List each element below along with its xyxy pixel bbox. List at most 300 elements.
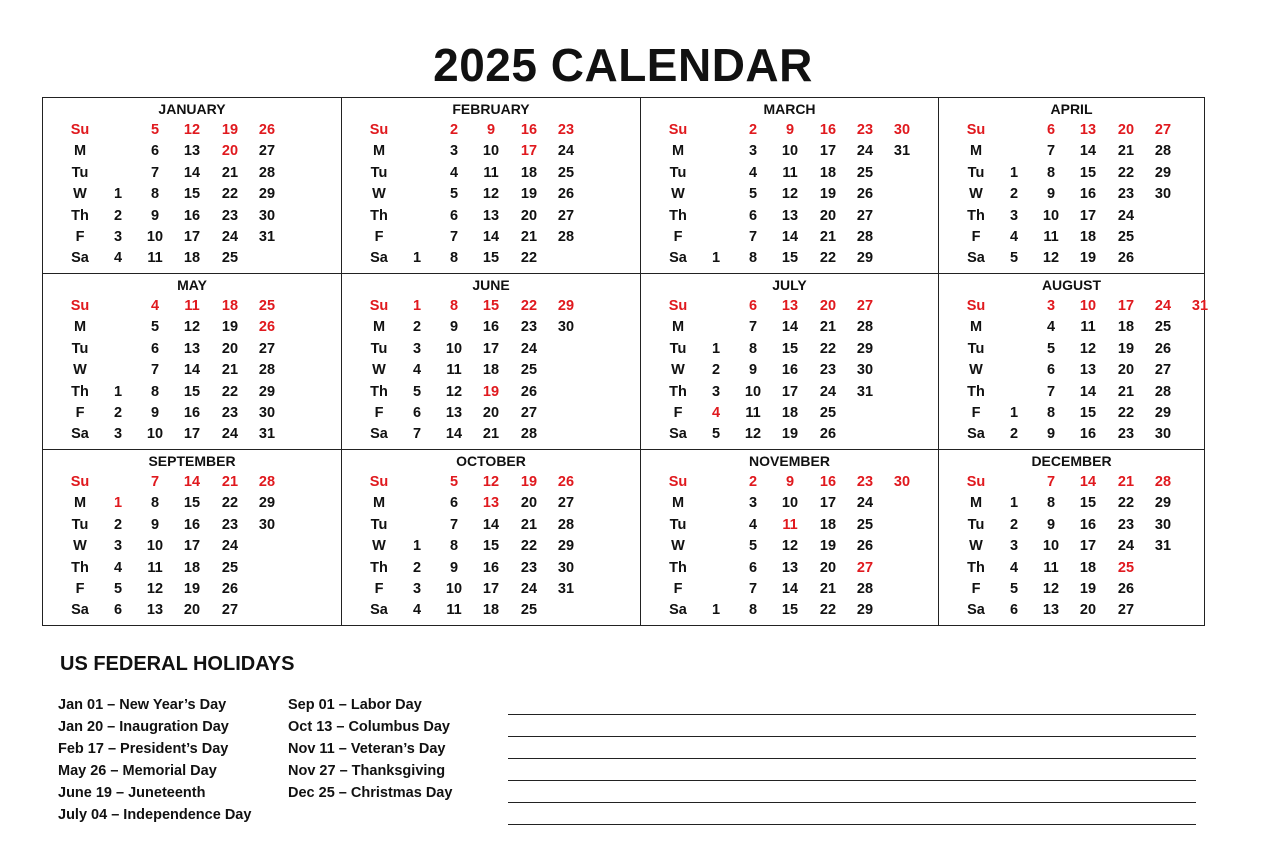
date-cell: 7 bbox=[150, 164, 160, 181]
date-cell: 5 bbox=[449, 186, 459, 203]
holiday-date-cell: 17 bbox=[520, 143, 538, 160]
date-cell: 30 bbox=[893, 122, 911, 138]
date-cell: 31 bbox=[1154, 538, 1172, 555]
date-cell: 16 bbox=[819, 122, 837, 138]
date-cell: 12 bbox=[781, 538, 799, 555]
date-cell: 29 bbox=[258, 186, 276, 203]
date-cell: 21 bbox=[221, 474, 239, 490]
date-cell: 11 bbox=[446, 602, 462, 619]
date-cell: 18 bbox=[819, 516, 837, 533]
date-cell: 23 bbox=[1117, 186, 1135, 203]
date-cell: 24 bbox=[1117, 538, 1135, 555]
date-cell: 15 bbox=[1079, 405, 1097, 421]
date-cell: 23 bbox=[819, 362, 837, 379]
note-line[interactable] bbox=[508, 737, 1196, 759]
weekday-label: Th bbox=[967, 207, 985, 224]
date-cell: 29 bbox=[856, 340, 874, 357]
date-cell: 25 bbox=[819, 405, 837, 421]
weekday-label: Su bbox=[70, 474, 90, 490]
date-cell: 10 bbox=[781, 495, 799, 512]
date-cell: 6 bbox=[748, 559, 758, 576]
date-cell: 28 bbox=[557, 516, 575, 533]
date-cell: 18 bbox=[183, 559, 201, 576]
date-cell: 3 bbox=[113, 229, 123, 245]
date-cell: 11 bbox=[184, 298, 200, 314]
date-cell: 9 bbox=[150, 516, 160, 533]
date-cell: 23 bbox=[221, 405, 239, 421]
date-cell: 2 bbox=[449, 122, 459, 138]
holidays-list-left bbox=[58, 694, 251, 826]
date-cell: 1 bbox=[1009, 164, 1019, 181]
date-cell: 10 bbox=[1042, 207, 1060, 224]
date-cell: 6 bbox=[748, 298, 758, 314]
date-cell: 14 bbox=[781, 229, 799, 245]
date-cell: 26 bbox=[557, 474, 575, 490]
date-cell: 4 bbox=[1009, 229, 1019, 245]
date-cell: 19 bbox=[781, 426, 799, 443]
date-cell: 2 bbox=[113, 516, 123, 533]
date-cell: 19 bbox=[520, 186, 538, 203]
date-cell: 20 bbox=[221, 340, 239, 357]
date-cell: 20 bbox=[520, 495, 538, 512]
month-name: APRIL bbox=[1050, 101, 1093, 117]
month-september bbox=[43, 450, 342, 625]
weekday-label: F bbox=[971, 229, 981, 245]
date-cell: 26 bbox=[819, 426, 837, 443]
note-line[interactable] bbox=[508, 715, 1196, 737]
holiday-date-cell: 11 bbox=[782, 516, 798, 533]
date-cell: 10 bbox=[146, 426, 164, 443]
date-cell: 23 bbox=[221, 207, 239, 224]
weekday-label: Th bbox=[967, 559, 985, 576]
date-cell: 15 bbox=[183, 495, 201, 512]
date-cell: 5 bbox=[150, 122, 160, 138]
date-cell: 22 bbox=[221, 186, 239, 203]
weekday-label: M bbox=[73, 495, 87, 512]
date-cell: 8 bbox=[1046, 164, 1056, 181]
holiday-item: July 04 – Independence Day bbox=[58, 807, 252, 823]
date-cell: 12 bbox=[1042, 581, 1060, 597]
date-cell: 15 bbox=[1079, 495, 1097, 512]
date-cell: 30 bbox=[1154, 516, 1172, 533]
date-cell: 27 bbox=[258, 340, 276, 357]
date-cell: 27 bbox=[1154, 122, 1172, 138]
date-cell: 19 bbox=[1117, 340, 1135, 357]
date-cell: 11 bbox=[782, 164, 798, 181]
date-cell: 17 bbox=[183, 538, 201, 555]
date-cell: 1 bbox=[1009, 405, 1019, 421]
date-cell: 30 bbox=[258, 516, 276, 533]
date-cell: 25 bbox=[520, 602, 538, 619]
date-cell: 31 bbox=[557, 581, 575, 597]
date-cell: 8 bbox=[150, 186, 160, 203]
month-name: DECEMBER bbox=[1031, 453, 1112, 469]
date-cell: 17 bbox=[183, 426, 201, 443]
weekday-label: Th bbox=[669, 383, 687, 400]
date-cell: 21 bbox=[1117, 383, 1135, 400]
date-cell: 14 bbox=[482, 516, 500, 533]
date-cell: 5 bbox=[1009, 581, 1019, 597]
date-cell: 24 bbox=[856, 495, 874, 512]
date-cell: 12 bbox=[183, 122, 201, 138]
date-cell: 17 bbox=[482, 581, 500, 597]
weekday-label: Su bbox=[70, 122, 90, 138]
date-cell: 13 bbox=[445, 405, 463, 421]
date-cell: 30 bbox=[1154, 186, 1172, 203]
month-december bbox=[939, 450, 1204, 625]
date-cell: 12 bbox=[482, 474, 500, 490]
date-cell: 29 bbox=[1154, 405, 1172, 421]
month-name: AUGUST bbox=[1041, 277, 1102, 293]
date-cell: 2 bbox=[113, 405, 123, 421]
weekday-label: Su bbox=[966, 474, 986, 490]
date-cell: 24 bbox=[520, 340, 538, 357]
month-name: NOVEMBER bbox=[749, 453, 830, 469]
date-cell: 27 bbox=[258, 143, 276, 160]
note-line[interactable] bbox=[508, 759, 1196, 781]
date-cell: 25 bbox=[221, 250, 239, 267]
date-cell: 15 bbox=[1079, 164, 1097, 181]
date-cell: 17 bbox=[482, 340, 500, 357]
month-june bbox=[342, 274, 641, 450]
weekday-label: Su bbox=[966, 298, 986, 314]
date-cell: 31 bbox=[893, 143, 911, 160]
holiday-item: Sep 01 – Labor Day bbox=[288, 697, 422, 713]
date-cell: 2 bbox=[1009, 516, 1019, 533]
date-cell: 15 bbox=[781, 340, 799, 357]
holiday-item: June 19 – Juneteenth bbox=[58, 785, 206, 801]
weekday-label: W bbox=[73, 186, 87, 203]
weekday-label: Sa bbox=[71, 250, 89, 267]
date-cell: 26 bbox=[856, 186, 874, 203]
month-name: JUNE bbox=[472, 277, 510, 293]
date-cell: 6 bbox=[1046, 362, 1056, 379]
date-cell: 31 bbox=[258, 229, 276, 245]
weekday-label: Sa bbox=[71, 602, 89, 619]
date-cell: 25 bbox=[258, 298, 276, 314]
date-cell: 10 bbox=[445, 340, 463, 357]
date-cell: 26 bbox=[557, 186, 575, 203]
date-cell: 18 bbox=[221, 298, 239, 314]
date-cell: 15 bbox=[781, 602, 799, 619]
weekday-label: W bbox=[671, 362, 685, 379]
date-cell: 11 bbox=[1043, 559, 1059, 576]
date-cell: 17 bbox=[781, 383, 799, 400]
notes-area bbox=[508, 693, 1196, 825]
date-cell: 9 bbox=[1046, 426, 1056, 443]
date-cell: 29 bbox=[258, 383, 276, 400]
date-cell: 1 bbox=[711, 340, 721, 357]
date-cell: 8 bbox=[1046, 495, 1056, 512]
date-cell: 16 bbox=[183, 516, 201, 533]
date-cell: 18 bbox=[1079, 229, 1097, 245]
date-cell: 10 bbox=[1042, 538, 1060, 555]
date-cell: 27 bbox=[520, 405, 538, 421]
date-cell: 21 bbox=[520, 516, 538, 533]
date-cell: 30 bbox=[893, 474, 911, 490]
date-cell: 10 bbox=[482, 143, 500, 160]
date-cell: 25 bbox=[856, 516, 874, 533]
date-cell: 7 bbox=[150, 474, 160, 490]
weekday-label: F bbox=[374, 581, 384, 597]
date-cell: 24 bbox=[221, 538, 239, 555]
date-cell: 30 bbox=[557, 319, 575, 336]
date-cell: 24 bbox=[819, 383, 837, 400]
weekday-label: M bbox=[73, 319, 87, 336]
date-cell: 21 bbox=[819, 581, 837, 597]
date-cell: 29 bbox=[1154, 164, 1172, 181]
date-cell: 23 bbox=[557, 122, 575, 138]
weekday-label: F bbox=[374, 405, 384, 421]
date-cell: 4 bbox=[113, 250, 123, 267]
date-cell: 1 bbox=[711, 250, 721, 267]
date-cell: 3 bbox=[748, 143, 758, 160]
weekday-label: Tu bbox=[71, 340, 89, 357]
date-cell: 19 bbox=[1079, 581, 1097, 597]
date-cell: 21 bbox=[1117, 474, 1135, 490]
date-cell: 29 bbox=[557, 538, 575, 555]
month-november bbox=[641, 450, 939, 625]
weekday-label: W bbox=[372, 362, 386, 379]
month-name: JANUARY bbox=[158, 101, 226, 117]
date-cell: 11 bbox=[1043, 229, 1059, 245]
date-cell: 5 bbox=[1009, 250, 1019, 267]
weekday-label: M bbox=[671, 319, 685, 336]
month-july bbox=[641, 274, 939, 450]
date-cell: 21 bbox=[482, 426, 500, 443]
holiday-item: Jan 20 – Inaugration Day bbox=[58, 719, 229, 735]
weekday-label: M bbox=[372, 319, 386, 336]
weekday-label: W bbox=[372, 186, 386, 203]
weekday-label: Sa bbox=[71, 426, 89, 443]
holiday-date-cell: 27 bbox=[856, 559, 874, 576]
month-april bbox=[939, 98, 1204, 274]
date-cell: 27 bbox=[1117, 602, 1135, 619]
date-cell: 7 bbox=[1046, 474, 1056, 490]
date-cell: 19 bbox=[520, 474, 538, 490]
weekday-label: Tu bbox=[71, 516, 89, 533]
date-cell: 1 bbox=[412, 250, 422, 267]
weekday-label: F bbox=[374, 229, 384, 245]
date-cell: 17 bbox=[1079, 538, 1097, 555]
date-cell: 6 bbox=[748, 207, 758, 224]
date-cell: 8 bbox=[748, 602, 758, 619]
weekday-label: Th bbox=[71, 383, 89, 400]
date-cell: 19 bbox=[1079, 250, 1097, 267]
date-cell: 28 bbox=[520, 426, 538, 443]
date-cell: 1 bbox=[412, 538, 422, 555]
date-cell: 6 bbox=[449, 207, 459, 224]
date-cell: 26 bbox=[520, 383, 538, 400]
date-cell: 3 bbox=[412, 581, 422, 597]
date-cell: 17 bbox=[1117, 298, 1135, 314]
date-cell: 6 bbox=[449, 495, 459, 512]
weekday-label: W bbox=[969, 362, 983, 379]
weekday-label: Sa bbox=[669, 426, 687, 443]
date-cell: 3 bbox=[113, 538, 123, 555]
date-cell: 14 bbox=[183, 474, 201, 490]
weekday-label: Th bbox=[669, 559, 687, 576]
date-cell: 25 bbox=[557, 164, 575, 181]
note-line[interactable] bbox=[508, 693, 1196, 715]
weekday-label: F bbox=[75, 405, 85, 421]
date-cell: 20 bbox=[819, 298, 837, 314]
date-cell: 7 bbox=[150, 362, 160, 379]
date-cell: 9 bbox=[1046, 516, 1056, 533]
date-cell: 13 bbox=[1079, 122, 1097, 138]
date-cell: 18 bbox=[520, 164, 538, 181]
date-cell: 17 bbox=[819, 495, 837, 512]
date-cell: 5 bbox=[412, 383, 422, 400]
weekday-label: M bbox=[671, 143, 685, 160]
date-cell: 17 bbox=[1079, 207, 1097, 224]
date-cell: 12 bbox=[781, 186, 799, 203]
weekday-label: Su bbox=[668, 298, 688, 314]
date-cell: 26 bbox=[221, 581, 239, 597]
date-cell: 7 bbox=[1046, 383, 1056, 400]
date-cell: 14 bbox=[1079, 143, 1097, 160]
date-cell: 26 bbox=[258, 122, 276, 138]
date-cell: 6 bbox=[150, 143, 160, 160]
date-cell: 23 bbox=[856, 474, 874, 490]
date-cell: 16 bbox=[482, 559, 500, 576]
date-cell: 28 bbox=[258, 362, 276, 379]
date-cell: 15 bbox=[183, 383, 201, 400]
date-cell: 4 bbox=[748, 164, 758, 181]
date-cell: 1 bbox=[113, 186, 123, 203]
note-line[interactable] bbox=[508, 781, 1196, 803]
holiday-date-cell: 26 bbox=[258, 319, 276, 336]
date-cell: 18 bbox=[1117, 319, 1135, 336]
month-name: JULY bbox=[772, 277, 807, 293]
date-cell: 24 bbox=[520, 581, 538, 597]
weekday-label: Su bbox=[369, 122, 389, 138]
date-cell: 20 bbox=[1079, 602, 1097, 619]
weekday-label: Th bbox=[71, 207, 89, 224]
date-cell: 9 bbox=[449, 559, 459, 576]
date-cell: 15 bbox=[482, 538, 500, 555]
holiday-item: Dec 25 – Christmas Day bbox=[288, 785, 453, 801]
date-cell: 18 bbox=[781, 405, 799, 421]
date-cell: 27 bbox=[557, 207, 575, 224]
holiday-date-cell: 20 bbox=[221, 143, 239, 160]
date-cell: 25 bbox=[1117, 229, 1135, 245]
weekday-label: M bbox=[969, 495, 983, 512]
month-august bbox=[939, 274, 1209, 450]
date-cell: 20 bbox=[482, 405, 500, 421]
weekday-label: Tu bbox=[370, 340, 388, 357]
date-cell: 10 bbox=[445, 581, 463, 597]
weekday-label: W bbox=[969, 186, 983, 203]
weekday-label: Sa bbox=[967, 250, 985, 267]
date-cell: 8 bbox=[1046, 405, 1056, 421]
date-cell: 20 bbox=[520, 207, 538, 224]
date-cell: 26 bbox=[1117, 581, 1135, 597]
date-cell: 22 bbox=[520, 250, 538, 267]
weekday-label: Sa bbox=[370, 250, 388, 267]
date-cell: 15 bbox=[482, 298, 500, 314]
date-cell: 25 bbox=[856, 164, 874, 181]
weekday-label: F bbox=[971, 581, 981, 597]
date-cell: 1 bbox=[412, 298, 422, 314]
date-cell: 3 bbox=[449, 143, 459, 160]
date-cell: 25 bbox=[520, 362, 538, 379]
date-cell: 28 bbox=[856, 229, 874, 245]
date-cell: 22 bbox=[1117, 405, 1135, 421]
month-january bbox=[43, 98, 342, 274]
weekday-label: W bbox=[671, 186, 685, 203]
weekday-label: Tu bbox=[669, 164, 687, 181]
weekday-label: Su bbox=[70, 298, 90, 314]
date-cell: 19 bbox=[819, 538, 837, 555]
date-cell: 5 bbox=[1046, 340, 1056, 357]
date-cell: 10 bbox=[781, 143, 799, 160]
date-cell: 21 bbox=[819, 319, 837, 336]
date-cell: 12 bbox=[183, 319, 201, 336]
date-cell: 13 bbox=[482, 207, 500, 224]
date-cell: 22 bbox=[520, 538, 538, 555]
date-cell: 7 bbox=[748, 229, 758, 245]
date-cell: 4 bbox=[1046, 319, 1056, 336]
date-cell: 11 bbox=[745, 405, 761, 421]
date-cell: 7 bbox=[748, 319, 758, 336]
date-cell: 22 bbox=[819, 250, 837, 267]
weekday-label: M bbox=[671, 495, 685, 512]
weekday-label: Sa bbox=[370, 602, 388, 619]
date-cell: 4 bbox=[113, 559, 123, 576]
date-cell: 14 bbox=[183, 164, 201, 181]
note-line[interactable] bbox=[508, 803, 1196, 825]
date-cell: 7 bbox=[748, 581, 758, 597]
month-name: MARCH bbox=[763, 101, 816, 117]
date-cell: 28 bbox=[258, 164, 276, 181]
date-cell: 20 bbox=[819, 207, 837, 224]
weekday-label: W bbox=[969, 538, 983, 555]
date-cell: 22 bbox=[819, 602, 837, 619]
date-cell: 4 bbox=[412, 362, 422, 379]
date-cell: 9 bbox=[785, 474, 795, 490]
date-cell: 14 bbox=[445, 426, 463, 443]
date-cell: 30 bbox=[856, 362, 874, 379]
date-cell: 22 bbox=[221, 495, 239, 512]
weekday-label: Sa bbox=[967, 602, 985, 619]
date-cell: 6 bbox=[412, 405, 422, 421]
date-cell: 30 bbox=[258, 207, 276, 224]
date-cell: 14 bbox=[1079, 474, 1097, 490]
date-cell: 24 bbox=[221, 426, 239, 443]
calendar-grid bbox=[42, 97, 1209, 626]
weekday-label: Tu bbox=[71, 164, 89, 181]
date-cell: 22 bbox=[1117, 164, 1135, 181]
date-cell: 13 bbox=[146, 602, 164, 619]
date-cell: 8 bbox=[449, 298, 459, 314]
month-february bbox=[342, 98, 641, 274]
holiday-item: Nov 27 – Thanksgiving bbox=[288, 763, 446, 779]
date-cell: 30 bbox=[1154, 426, 1172, 443]
weekday-label: Tu bbox=[370, 516, 388, 533]
date-cell: 9 bbox=[150, 405, 160, 421]
date-cell: 4 bbox=[150, 298, 160, 314]
holiday-date-cell: 19 bbox=[482, 383, 500, 400]
holiday-item: May 26 – Memorial Day bbox=[58, 763, 217, 779]
weekday-label: F bbox=[75, 581, 85, 597]
weekday-label: M bbox=[969, 319, 983, 336]
date-cell: 12 bbox=[482, 186, 500, 203]
date-cell: 26 bbox=[1117, 250, 1135, 267]
date-cell: 28 bbox=[856, 581, 874, 597]
date-cell: 12 bbox=[1042, 250, 1060, 267]
weekday-label: F bbox=[673, 581, 683, 597]
